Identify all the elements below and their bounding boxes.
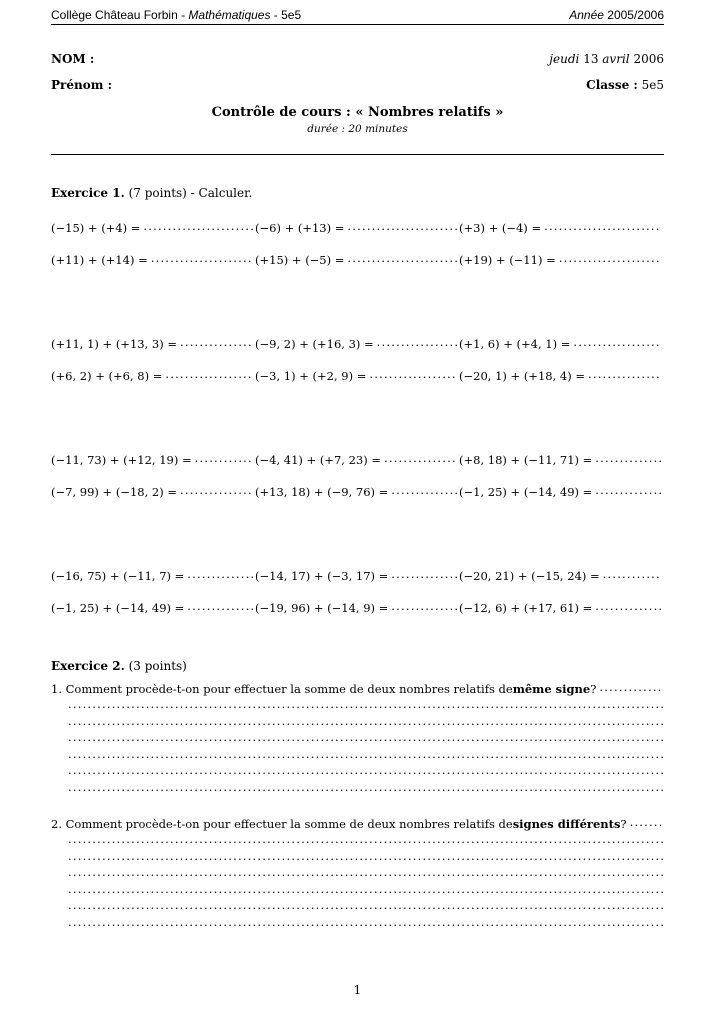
duration: durée : 20 minutes — [307, 123, 408, 135]
calc-item — [51, 335, 255, 351]
answer-dots — [151, 251, 253, 265]
calc-item — [255, 567, 459, 583]
title-rule — [51, 154, 664, 155]
answer-dots — [377, 335, 457, 349]
calc-expression: (−4, 41) + (+7, 23) = — [255, 453, 381, 467]
answer-dots — [187, 567, 253, 581]
calc-row — [51, 335, 663, 351]
prenom-label: Prénom : — [51, 78, 113, 92]
header-left: Collège Château Forbin - Mathématiques - 5e5 — [51, 8, 302, 22]
calc-row — [51, 483, 663, 499]
calc-expression: (−1, 25) + (−14, 49) = — [459, 485, 593, 499]
answer-line — [68, 780, 663, 794]
calc-item — [459, 367, 663, 383]
calc-expression: (−20, 1) + (+18, 4) = — [459, 369, 585, 383]
calc-expression: (−20, 21) + (−15, 24) = — [459, 569, 600, 583]
calc-item — [51, 567, 255, 583]
answer-dots — [384, 451, 457, 465]
answer-line — [68, 763, 663, 777]
calc-item — [255, 367, 459, 383]
calc-expression: (−7, 99) + (−18, 2) = — [51, 485, 177, 499]
answer-dots — [347, 251, 457, 265]
calc-expression: (+8, 18) + (−11, 71) = — [459, 453, 593, 467]
calc-expression: (+15) + (−5) = — [255, 253, 345, 267]
calc-item — [51, 251, 255, 267]
page-number: 1 — [353, 983, 362, 997]
calc-row — [51, 251, 663, 267]
answer-dots — [573, 335, 661, 349]
calc-expression: (+13, 18) + (−9, 76) = — [255, 485, 389, 499]
header-rule — [51, 24, 664, 25]
answer-dots — [391, 599, 457, 613]
answer-dots — [559, 251, 661, 265]
calc-item — [255, 335, 459, 351]
calc-item — [51, 219, 255, 235]
calc-item — [255, 251, 459, 267]
exercise2-heading: Exercice 2. (3 points) — [51, 659, 187, 673]
calc-row — [51, 451, 663, 467]
calc-expression: (−6) + (+13) = — [255, 221, 345, 235]
calc-expression: (+1, 6) + (+4, 1) = — [459, 337, 571, 351]
calc-expression: (−9, 2) + (+16, 3) = — [255, 337, 374, 351]
calc-expression: (+11) + (+14) = — [51, 253, 148, 267]
calc-expression: (+19) + (−11) = — [459, 253, 556, 267]
nom-label: NOM : — [51, 52, 95, 66]
question-1: 1. Comment procède-t-on pour effectuer la somme de deux nombres relatifs de même signe ? ..... — [51, 680, 663, 696]
calc-item — [51, 599, 255, 615]
answer-dots — [603, 567, 661, 581]
calc-expression: (−12, 6) + (+17, 61) = — [459, 601, 593, 615]
calc-expression: (−15) + (+4) = — [51, 221, 141, 235]
answer-dots — [588, 367, 661, 381]
answer-line — [68, 915, 663, 929]
calc-row — [51, 567, 663, 583]
answer-dots — [391, 483, 457, 497]
answer-dots — [599, 680, 661, 694]
answer-line — [68, 882, 663, 896]
calc-expression: (+6, 2) + (+6, 8) = — [51, 369, 163, 383]
calc-expression: (+3) + (−4) = — [459, 221, 542, 235]
answer-dots — [544, 219, 661, 233]
calc-item — [459, 451, 663, 467]
calc-expression: (−16, 75) + (−11, 7) = — [51, 569, 185, 583]
answer-dots — [143, 219, 253, 233]
answer-dots — [180, 483, 253, 497]
answer-dots — [195, 451, 253, 465]
calc-item — [255, 451, 459, 467]
classe: Classe : 5e5 — [586, 78, 664, 92]
answer-line — [68, 849, 663, 863]
question-2: 2. Comment procède-t-on pour effectuer la somme de deux nombres relatifs de signes différents ? ..... — [51, 815, 663, 831]
answer-line — [68, 747, 663, 761]
calc-item — [51, 483, 255, 499]
answer-dots — [595, 483, 661, 497]
answer-line — [68, 865, 663, 879]
calc-expression: (−3, 1) + (+2, 9) = — [255, 369, 367, 383]
answer-dots — [595, 451, 661, 465]
answer-dots — [630, 815, 661, 829]
answer-dots — [187, 599, 253, 613]
answer-dots — [165, 367, 253, 381]
calc-item — [459, 599, 663, 615]
calc-expression: (−11, 73) + (+12, 19) = — [51, 453, 192, 467]
calc-row — [51, 219, 663, 235]
calc-item — [51, 367, 255, 383]
page-title: Contrôle de cours : « Nombres relatifs » — [211, 105, 504, 120]
calc-expression: (−14, 17) + (−3, 17) = — [255, 569, 389, 583]
calc-item — [459, 219, 663, 235]
calc-item — [459, 567, 663, 583]
calc-item — [51, 451, 255, 467]
calc-expression: (+11, 1) + (+13, 3) = — [51, 337, 177, 351]
answer-dots — [347, 219, 457, 233]
header-right: Année 2005/2006 — [569, 8, 664, 22]
calc-item — [459, 251, 663, 267]
calc-item — [255, 219, 459, 235]
answer-dots — [595, 599, 661, 613]
calc-item — [255, 483, 459, 499]
calc-item — [255, 599, 459, 615]
answer-dots — [391, 567, 457, 581]
answer-line — [68, 832, 663, 846]
calc-row — [51, 367, 663, 383]
date: jeudi 13 avril 2006 — [549, 52, 664, 66]
calc-expression: (−1, 25) + (−14, 49) = — [51, 601, 185, 615]
answer-line — [68, 898, 663, 912]
answer-line — [68, 730, 663, 744]
calc-row — [51, 599, 663, 615]
answer-dots — [369, 367, 457, 381]
calc-item — [459, 483, 663, 499]
answer-line — [68, 714, 663, 728]
answer-line — [68, 697, 663, 711]
calc-expression: (−19, 96) + (−14, 9) = — [255, 601, 389, 615]
exercise1-heading: Exercice 1. (7 points) - Calculer. — [51, 186, 253, 200]
calc-item — [459, 335, 663, 351]
answer-dots — [180, 335, 253, 349]
